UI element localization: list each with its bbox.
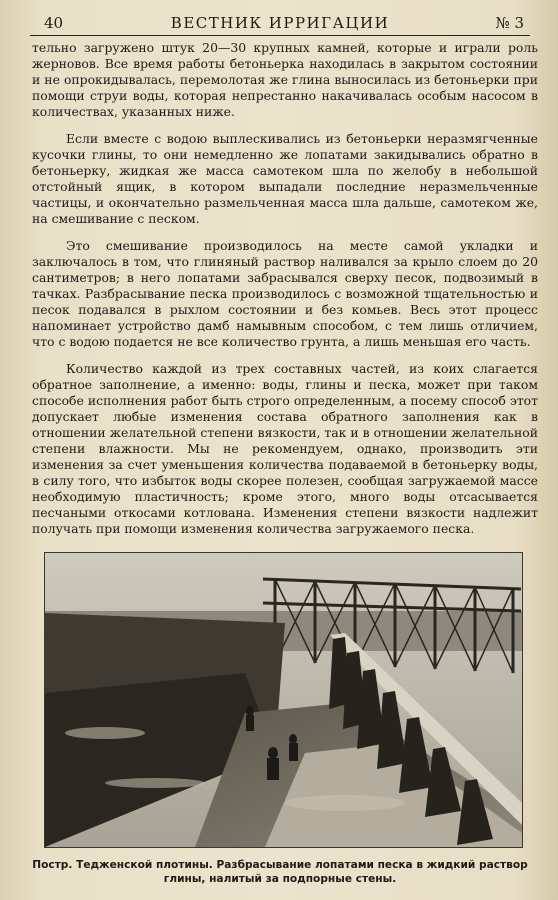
paragraph: Если вместе с водою выплескивались из бетоньерки неразмягченные кусочки глины, то они немедленно же лопатами закидывались обратно в бетоньерку, жидкая же масса самотеком шла по желобу в небольшой отстойный ящик, в котором выпадали последние неразмельченные частицы, и окончательно размельченная масса шла дальше, самотеком же, на смешивание с песком. (32, 131, 538, 226)
page-number: 40 (44, 14, 64, 32)
journal-title: ВЕСТНИК ИРРИГАЦИИ (170, 14, 390, 32)
paragraph: Это смешивание производилось на месте самой укладки и заключалось в том, что глиняный раствор наливался за крыло слоем до 20 сантиметров; в него лопатами забрасывался сверху песок, подвозимый в тачках. Разбрасывание песка производилось с возможной тщательностью и песок подавался в рыхлом состоянии и без комьев. Весь этот процесс напоминает устройство дамб намывным способом, с тем лишь отличием, что с водою подается не все количество грунта, а лишь меньшая его часть. (32, 238, 538, 349)
construction-photo (44, 552, 523, 848)
header-rule (30, 35, 530, 36)
paragraph: тельно загружено штук 20—30 крупных камней, которые и играли роль жерновов. Все время работы бетоньерка находилась в закрытом состоянии и не опрокидывалась, перемолотая же глина выносилась из бетоньерки при помощи струи воды, которая непрестанно накачивалась особым насосом в количествах, указанных ниже. (32, 40, 538, 119)
article-body (32, 40, 538, 548)
photo-caption: Постр. Тедженской плотины. Разбрасывание лопатами песка в жидкий раствор глины, налитый за подпорные стены. (32, 859, 528, 885)
issue-number: № 3 (495, 14, 524, 32)
page-header (30, 12, 530, 36)
paragraph: Количество каждой из трех составных частей, из коих слагается обратное заполнение, а именно: воды, глины и песка, может при таком способе исполнения работ быть строго определенным, а посему способ этот допускает любые изменения состава обратного заполнения как в отношении желательной степени вязкости, так и в отношении желательной степени влажности. Мы не рекомендуем, однако, производить эти изменения за счет уменьшения количества подаваемой в бетоньерку воды, в силу того, что избыток воды скорее полезен, сообщая загружаемой массе необходимую пластичность; кроме этого, много воды отсасывается песчаными откосами котлована. Изменения степени вязкости надлежит получать при помощи изменения количества загружаемого песка. (32, 361, 538, 536)
dam-construction-image (45, 553, 522, 847)
